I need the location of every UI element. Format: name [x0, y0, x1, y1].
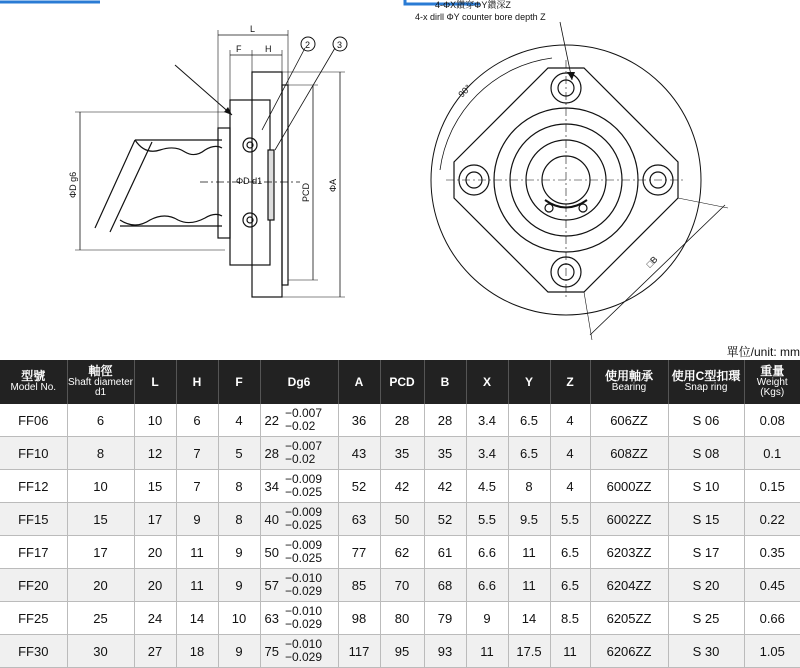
cell-model: FF25	[0, 602, 67, 635]
cell-dg6	[260, 470, 338, 503]
column-header-main: L	[151, 375, 158, 389]
cell-snap: S 20	[668, 569, 744, 602]
cell-dg6	[260, 437, 338, 470]
unit-label: 單位/unit: mm	[727, 343, 800, 360]
tolerance-upper: −0.007	[285, 407, 322, 420]
cell-l: 10	[134, 404, 176, 437]
cell-z: 11	[550, 635, 590, 668]
dim-F-label: F	[236, 44, 242, 54]
cell-y: 14	[508, 602, 550, 635]
cell-z: 6.5	[550, 536, 590, 569]
tolerance-lower: −0.029	[285, 651, 322, 664]
cell-z: 4	[550, 404, 590, 437]
column-header-main: 使用軸承	[605, 369, 653, 383]
column-header-main: H	[193, 375, 202, 389]
cell-weight: 0.35	[744, 536, 800, 569]
cell-dg6	[260, 536, 338, 569]
column-header-main: 型號	[21, 369, 45, 383]
column-header-main: PCD	[389, 375, 414, 389]
cell-snap: S 25	[668, 602, 744, 635]
cell-y: 11	[508, 569, 550, 602]
dg6-value: 22	[265, 413, 279, 428]
hole-note-en: 4-x dirll ΦY counter bore depth Z	[415, 12, 546, 22]
column-header-main: F	[235, 375, 242, 389]
tolerance-upper: −0.010	[285, 572, 322, 585]
cell-b: 52	[424, 503, 466, 536]
cell-a: 63	[338, 503, 380, 536]
cell-dg6	[260, 404, 338, 437]
cell-d1: 17	[67, 536, 134, 569]
cell-l: 15	[134, 470, 176, 503]
tolerance-lower: −0.025	[285, 486, 322, 499]
cell-d1: 10	[67, 470, 134, 503]
cell-bearing: 6000ZZ	[590, 470, 668, 503]
cell-a: 85	[338, 569, 380, 602]
cell-h: 7	[176, 437, 218, 470]
column-header-sub: Shaft diameter d1	[68, 378, 134, 399]
cell-weight: 1.05	[744, 635, 800, 668]
cell-x: 9	[466, 602, 508, 635]
cell-l: 20	[134, 536, 176, 569]
cell-h: 11	[176, 536, 218, 569]
cell-h: 7	[176, 470, 218, 503]
cell-y: 6.5	[508, 404, 550, 437]
cell-f: 10	[218, 602, 260, 635]
table-row	[0, 404, 800, 437]
column-header-sub: Model No.	[0, 383, 67, 394]
column-header-main: 軸徑	[88, 364, 112, 378]
cell-dg6	[260, 602, 338, 635]
cell-weight: 0.22	[744, 503, 800, 536]
cell-d1: 15	[67, 503, 134, 536]
cell-dg6	[260, 569, 338, 602]
cell-model: FF20	[0, 569, 67, 602]
angle-label: 90°	[456, 82, 473, 99]
cell-z: 8.5	[550, 602, 590, 635]
cell-weight: 0.45	[744, 569, 800, 602]
column-header	[424, 360, 466, 404]
dim-B-label: □B	[644, 254, 659, 269]
cell-y: 9.5	[508, 503, 550, 536]
dg6-value: 34	[265, 479, 279, 494]
side-view	[75, 30, 347, 297]
cell-pcd: 70	[380, 569, 424, 602]
column-header	[0, 360, 67, 404]
cell-x: 3.4	[466, 404, 508, 437]
cell-z: 4	[550, 437, 590, 470]
column-header-main: B	[441, 375, 450, 389]
dim-phiDd1-label: ΦD d1	[236, 176, 262, 186]
column-header	[218, 360, 260, 404]
tolerance-lower: −0.025	[285, 552, 322, 565]
cell-a: 43	[338, 437, 380, 470]
column-header-main: Y	[525, 375, 533, 389]
cell-f: 8	[218, 470, 260, 503]
cell-y: 17.5	[508, 635, 550, 668]
cell-pcd: 95	[380, 635, 424, 668]
tolerance-lower: −0.025	[285, 519, 322, 532]
cell-b: 42	[424, 470, 466, 503]
table-row	[0, 569, 800, 602]
column-header-main: Dg6	[288, 375, 311, 389]
column-header	[508, 360, 550, 404]
cell-b: 35	[424, 437, 466, 470]
table-row	[0, 635, 800, 668]
cell-h: 9	[176, 503, 218, 536]
cell-y: 6.5	[508, 437, 550, 470]
cell-pcd: 50	[380, 503, 424, 536]
column-header-main: 使用C型扣環	[672, 369, 741, 383]
tolerance-upper: −0.009	[285, 539, 322, 552]
dg6-value: 50	[265, 545, 279, 560]
dg6-value: 63	[265, 611, 279, 626]
cell-weight: 0.15	[744, 470, 800, 503]
cell-x: 5.5	[466, 503, 508, 536]
hole-note-cn: 4-ΦX鑽穿ΦY鑽深Z	[435, 0, 511, 10]
cell-pcd: 80	[380, 602, 424, 635]
cell-x: 6.6	[466, 536, 508, 569]
column-header-main: A	[355, 375, 364, 389]
callout-2-label: 2	[305, 40, 310, 50]
dg6-value: 75	[265, 644, 279, 659]
dg6-value: 28	[265, 446, 279, 461]
cell-z: 5.5	[550, 503, 590, 536]
cell-x: 3.4	[466, 437, 508, 470]
cell-model: FF10	[0, 437, 67, 470]
cell-d1: 25	[67, 602, 134, 635]
cell-f: 4	[218, 404, 260, 437]
table-row	[0, 503, 800, 536]
tolerance-upper: −0.009	[285, 506, 322, 519]
cell-pcd: 62	[380, 536, 424, 569]
column-header	[260, 360, 338, 404]
cell-a: 36	[338, 404, 380, 437]
table-header	[0, 360, 800, 404]
column-header-main: Z	[566, 375, 573, 389]
column-header	[338, 360, 380, 404]
dim-H-label: H	[265, 44, 272, 54]
tolerance-lower: −0.029	[285, 585, 322, 598]
cell-h: 6	[176, 404, 218, 437]
cell-weight: 0.08	[744, 404, 800, 437]
tolerance-upper: −0.010	[285, 605, 322, 618]
cell-x: 4.5	[466, 470, 508, 503]
column-header-main: 重量	[760, 364, 784, 378]
cell-model: FF06	[0, 404, 67, 437]
column-header	[380, 360, 424, 404]
column-header-sub: Snap ring	[669, 383, 744, 394]
cell-b: 28	[424, 404, 466, 437]
tolerance-lower: −0.029	[285, 618, 322, 631]
cell-snap: S 08	[668, 437, 744, 470]
table-row	[0, 536, 800, 569]
cell-bearing: 6205ZZ	[590, 602, 668, 635]
cell-b: 68	[424, 569, 466, 602]
dim-phiD-label: ΦD g6	[68, 172, 78, 198]
column-header-sub: Bearing	[591, 383, 668, 394]
cell-b: 93	[424, 635, 466, 668]
column-header	[134, 360, 176, 404]
cell-model: FF17	[0, 536, 67, 569]
column-header	[550, 360, 590, 404]
cell-l: 20	[134, 569, 176, 602]
cell-h: 14	[176, 602, 218, 635]
cell-a: 77	[338, 536, 380, 569]
column-header-main: X	[483, 375, 491, 389]
front-view	[431, 22, 728, 340]
cell-l: 24	[134, 602, 176, 635]
cell-weight: 0.1	[744, 437, 800, 470]
cell-l: 12	[134, 437, 176, 470]
cell-model: FF15	[0, 503, 67, 536]
cell-snap: S 10	[668, 470, 744, 503]
cell-pcd: 42	[380, 470, 424, 503]
cell-f: 5	[218, 437, 260, 470]
cell-d1: 8	[67, 437, 134, 470]
cell-bearing: 6203ZZ	[590, 536, 668, 569]
cell-d1: 30	[67, 635, 134, 668]
cell-a: 52	[338, 470, 380, 503]
tolerance-upper: −0.007	[285, 440, 322, 453]
column-header-sub: Weight (Kgs)	[745, 378, 800, 399]
cell-d1: 20	[67, 569, 134, 602]
cell-b: 79	[424, 602, 466, 635]
table-row	[0, 437, 800, 470]
cell-weight: 0.66	[744, 602, 800, 635]
cell-snap: S 17	[668, 536, 744, 569]
cell-pcd: 35	[380, 437, 424, 470]
cell-model: FF12	[0, 470, 67, 503]
cell-snap: S 30	[668, 635, 744, 668]
cell-dg6	[260, 635, 338, 668]
dim-phiA-label: ΦA	[328, 179, 338, 192]
cell-l: 27	[134, 635, 176, 668]
cell-x: 6.6	[466, 569, 508, 602]
spec-table	[0, 360, 800, 668]
cell-y: 8	[508, 470, 550, 503]
column-header	[67, 360, 134, 404]
cell-y: 11	[508, 536, 550, 569]
callout-3-label: 3	[337, 40, 342, 50]
table-row	[0, 470, 800, 503]
dg6-value: 57	[265, 578, 279, 593]
cell-h: 18	[176, 635, 218, 668]
column-header	[176, 360, 218, 404]
cell-h: 11	[176, 569, 218, 602]
tolerance-upper: −0.009	[285, 473, 322, 486]
column-header	[590, 360, 668, 404]
cell-f: 9	[218, 536, 260, 569]
cell-model: FF30	[0, 635, 67, 668]
cell-b: 61	[424, 536, 466, 569]
cell-f: 9	[218, 569, 260, 602]
column-header	[466, 360, 508, 404]
tolerance-lower: −0.02	[285, 420, 322, 433]
cell-d1: 6	[67, 404, 134, 437]
cell-pcd: 28	[380, 404, 424, 437]
column-header	[668, 360, 744, 404]
cell-z: 6.5	[550, 569, 590, 602]
cell-snap: S 06	[668, 404, 744, 437]
cell-snap: S 15	[668, 503, 744, 536]
cell-bearing: 6002ZZ	[590, 503, 668, 536]
cell-bearing: 608ZZ	[590, 437, 668, 470]
cell-f: 9	[218, 635, 260, 668]
cell-z: 4	[550, 470, 590, 503]
cell-bearing: 6206ZZ	[590, 635, 668, 668]
cell-x: 11	[466, 635, 508, 668]
tolerance-lower: −0.02	[285, 453, 322, 466]
cell-bearing: 606ZZ	[590, 404, 668, 437]
dg6-value: 40	[265, 512, 279, 527]
cell-a: 98	[338, 602, 380, 635]
cell-l: 17	[134, 503, 176, 536]
cell-a: 117	[338, 635, 380, 668]
cell-dg6	[260, 503, 338, 536]
tolerance-upper: −0.010	[285, 638, 322, 651]
dim-PCD-label: PCD	[301, 182, 311, 202]
cell-bearing: 6204ZZ	[590, 569, 668, 602]
cell-f: 8	[218, 503, 260, 536]
table-row	[0, 602, 800, 635]
column-header	[744, 360, 800, 404]
dim-L-label: L	[250, 24, 255, 34]
